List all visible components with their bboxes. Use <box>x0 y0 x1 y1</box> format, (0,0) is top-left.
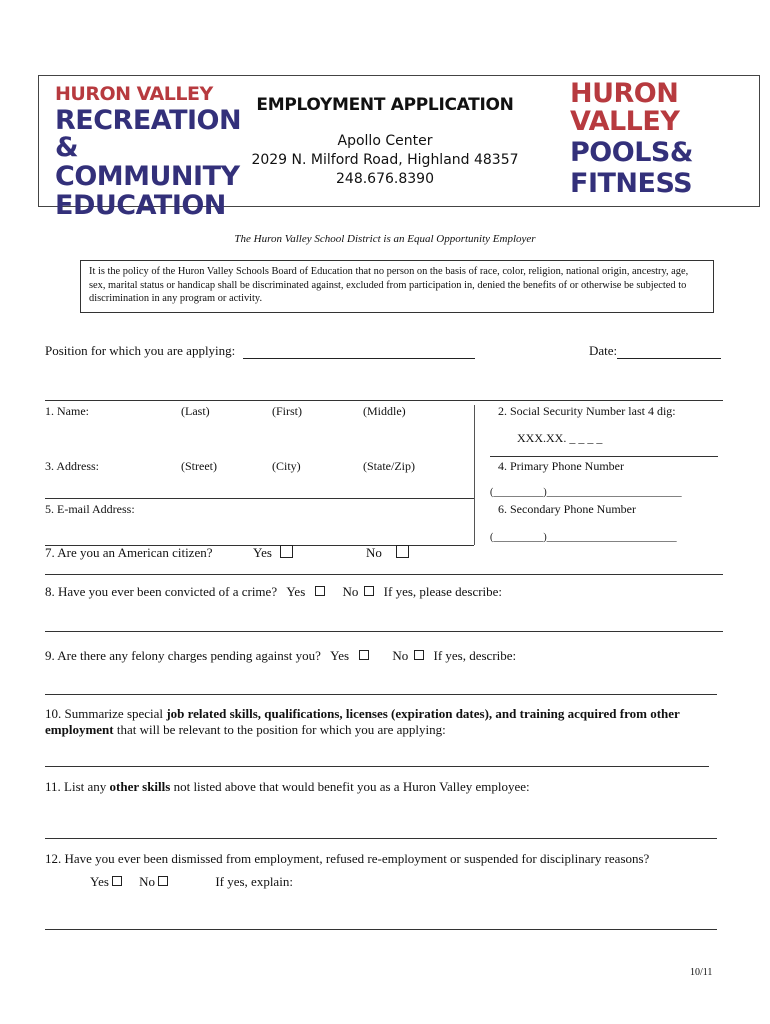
form-title: EMPLOYMENT APPLICATION <box>256 95 514 115</box>
policy-text: It is the policy of the Huron Valley Schools Board of Education that no person on the basis of race, color, religion, national origin, ancestry, age, sex, marital status or handicap shall be discriminated against, excluded from participation in, denied the benefits of or otherwise be subjected to discrimination in any program or activity. <box>89 266 689 304</box>
divider-q7 <box>45 574 723 575</box>
q7-text: 7. Are you an American citizen? <box>45 545 213 560</box>
q12-explain-label: If yes, explain: <box>215 874 293 889</box>
address-state-label: (State/Zip) <box>363 459 415 473</box>
q9-no-label: No <box>392 648 409 663</box>
ssn-value[interactable]: XXX.XX. _ _ _ _ <box>517 431 603 445</box>
name-middle-label: (Middle) <box>363 404 406 418</box>
policy-box <box>80 260 714 313</box>
q8-yes-label: Yes <box>286 584 306 599</box>
secondary-phone-label: 6. Secondary Phone Number <box>498 502 636 516</box>
primary-phone-label: 4. Primary Phone Number <box>498 459 624 473</box>
left-logo-line1: HURON VALLEY <box>55 83 213 105</box>
q10-prefix: 10. Summarize special <box>45 706 167 721</box>
divider-address <box>45 498 474 499</box>
left-logo-line2: RECREATION & <box>55 105 242 163</box>
q11-prefix: 11. List any <box>45 779 110 794</box>
right-logo-line4: FITNESS <box>570 168 693 199</box>
position-label: Position for which you are applying: <box>45 343 236 358</box>
q9-yes-checkbox[interactable] <box>359 650 369 660</box>
q9-text: 9. Are there any felony charges pending against you? <box>45 648 321 663</box>
q10-text <box>45 706 715 738</box>
header-center <box>240 95 530 187</box>
q11-text <box>45 779 530 795</box>
center-name: Apollo Center <box>337 133 433 149</box>
position-row <box>45 343 475 359</box>
email-label: 5. E-mail Address: <box>45 502 135 516</box>
q11-bold: other skills <box>109 779 171 794</box>
address-label: 3. Address: <box>45 459 99 473</box>
eeo-statement: The Huron Valley School District is an Equal Opportunity Employer <box>234 233 536 245</box>
divider-vertical <box>474 405 475 545</box>
q10-answer-line[interactable] <box>45 766 709 767</box>
q12-options <box>90 874 293 890</box>
date-row <box>589 343 721 359</box>
q8-text: 8. Have you ever been convicted of a crime? <box>45 584 278 599</box>
primary-phone-input[interactable]: (__________)___________________________ <box>490 487 682 498</box>
q10-suffix: that will be relevant to the position for which you are applying: <box>113 722 446 737</box>
q7-yes-label: Yes <box>253 545 272 560</box>
q12-yes-label: Yes <box>90 874 109 889</box>
name-label: 1. Name: <box>45 404 89 418</box>
q9-answer-line[interactable] <box>45 694 717 695</box>
q8-row <box>45 584 502 600</box>
q8-describe-label: If yes, please describe: <box>383 584 503 599</box>
left-logo-line3: COMMUNITY <box>55 161 240 192</box>
right-logo <box>570 80 750 197</box>
date-input[interactable] <box>617 344 721 359</box>
q12-text: 12. Have you ever been dismissed from employment, refused re-employment or suspended for disciplinary reasons? <box>45 851 650 866</box>
q7-no-label: No <box>366 545 382 560</box>
name-last-label: (Last) <box>181 404 210 418</box>
q9-describe-label: If yes, describe: <box>433 648 517 663</box>
right-logo-line1: HURON <box>570 78 679 109</box>
left-logo-line4: EDUCATION <box>55 190 226 221</box>
divider-ssn <box>490 456 718 457</box>
q8-no-checkbox[interactable] <box>364 586 374 596</box>
secondary-phone-input[interactable]: (__________)__________________________ <box>490 532 677 543</box>
q8-no-label: No <box>342 584 359 599</box>
left-logo <box>55 85 240 219</box>
q12-no-checkbox[interactable] <box>158 876 168 886</box>
center-address: 2029 N. Milford Road, Highland 48357 <box>251 152 519 168</box>
q9-no-checkbox[interactable] <box>414 650 424 660</box>
q7-no-checkbox[interactable] <box>396 545 409 558</box>
date-label: Date: <box>589 343 618 358</box>
q7-yes[interactable] <box>253 545 293 561</box>
q7-yes-checkbox[interactable] <box>280 545 293 558</box>
name-first-label: (First) <box>272 404 302 418</box>
q9-row <box>45 648 516 664</box>
right-logo-line3: POOLS& <box>570 137 693 168</box>
q8-yes-checkbox[interactable] <box>315 586 325 596</box>
q11-suffix: not listed above that would benefit you as a Huron Valley employee: <box>170 779 530 794</box>
q9-yes-label: Yes <box>330 648 350 663</box>
revision-code: 10/11 <box>690 967 713 978</box>
center-phone: 248.676.8390 <box>336 171 434 187</box>
position-input[interactable] <box>243 344 475 359</box>
ssn-label: 2. Social Security Number last 4 dig: <box>498 404 676 418</box>
q12-yes-checkbox[interactable] <box>112 876 122 886</box>
q8-answer-line[interactable] <box>45 631 723 632</box>
address-street-label: (Street) <box>181 459 217 473</box>
q12-answer-line[interactable] <box>45 929 717 930</box>
q10-bold: job related skills, qualifications, licenses (expiration dates), and training acquired from other employment <box>45 706 680 737</box>
q12-no-label: No <box>139 874 156 889</box>
right-logo-line2: VALLEY <box>570 106 680 137</box>
address-city-label: (City) <box>272 459 301 473</box>
divider-top <box>45 400 723 401</box>
q7-no[interactable] <box>366 545 409 561</box>
q11-answer-line[interactable] <box>45 838 717 839</box>
